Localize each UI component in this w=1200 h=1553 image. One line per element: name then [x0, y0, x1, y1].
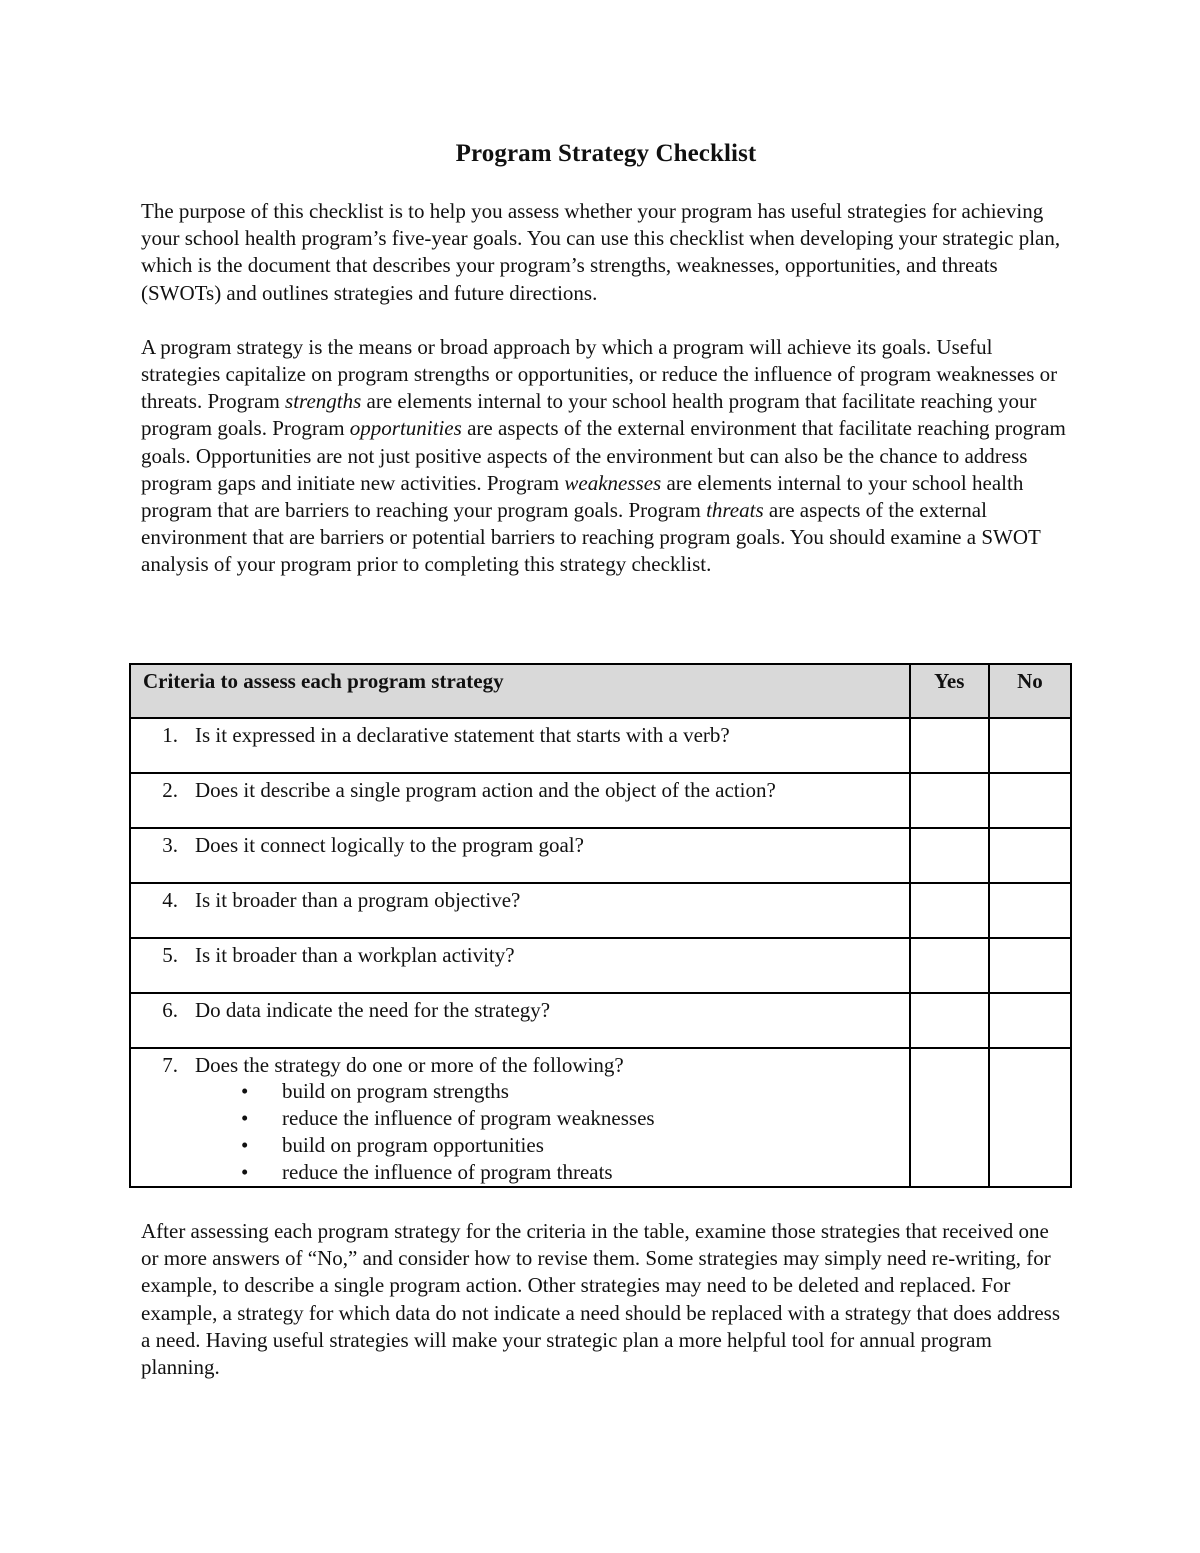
table-row	[130, 718, 1071, 773]
yes-answer-cell[interactable]	[910, 993, 989, 1048]
yes-answer-cell[interactable]	[910, 718, 989, 773]
criteria-number: 5.	[162, 943, 178, 967]
yes-answer-cell[interactable]	[910, 828, 989, 883]
table-header-row	[130, 664, 1071, 718]
closing-section	[141, 1218, 1071, 1381]
no-column-header: No	[989, 664, 1071, 718]
table-row	[130, 993, 1071, 1048]
criteria-cell	[130, 828, 910, 883]
list-item	[131, 1078, 909, 1105]
no-answer-cell[interactable]	[989, 993, 1071, 1048]
criteria-question: Does the strategy do one or more of the following?	[195, 1053, 624, 1077]
bullet-text: build on program opportunities	[282, 1133, 544, 1157]
intro-paragraph: The purpose of this checklist is to help you assess whether your program has useful strategies for achieving your school health program’s five-year goals. You can use this checklist when developing your strategic plan, which is the document that describes your program’s strengths, weaknesses, opportunities, and threats (SWOTs) and outlines strategies and future directions.	[141, 199, 1061, 305]
criteria-number: 4.	[162, 888, 178, 912]
criteria-cell	[130, 1048, 910, 1187]
table-row	[130, 773, 1071, 828]
term-threats: threats	[706, 498, 764, 523]
criteria-question-line	[131, 1053, 909, 1078]
criteria-question: Does it connect logically to the program goal?	[195, 833, 584, 857]
criteria-number: 3.	[162, 833, 178, 857]
criteria-cell	[130, 993, 910, 1048]
term-strengths: strengths	[285, 389, 362, 414]
yes-answer-cell[interactable]	[910, 1048, 989, 1187]
criteria-number: 2.	[162, 778, 178, 802]
strategy-checklist-table	[129, 663, 1072, 1188]
strategy-text-3: are aspects of the external environment that facilitate reaching program goals. Opportunities are not just positive aspects of the environment but can also be the chance to address program gaps and initiate new activities. Program	[141, 416, 1066, 495]
strategy-definition-paragraph	[141, 334, 1071, 579]
strategy-text-2: are elements internal to your school health program that facilitate reaching your program goals. Program	[141, 389, 1037, 441]
criteria-question: Is it broader than a workplan activity?	[195, 943, 515, 967]
closing-paragraph: After assessing each program strategy for the criteria in the table, examine those strategies that received one or more answers of “No,” and consider how to revise them. Some strategies may simply need re-writing, for example, to describe a single program action. Other strategies may need to be deleted and replaced. For example, a strategy for which data do not indicate a need should be replaced with a strategy that does address a need. Having useful strategies will make your strategic plan a more helpful tool for annual program planning.	[141, 1219, 1061, 1380]
yes-answer-cell[interactable]	[910, 883, 989, 938]
no-answer-cell[interactable]	[989, 1048, 1071, 1187]
criteria-cell	[130, 883, 910, 938]
criteria-question: Is it broader than a program objective?	[195, 888, 521, 912]
list-item	[131, 1105, 909, 1132]
strategy-text-5: are aspects of the external environment that are barriers or potential barriers to reaching program goals. You should examine a SWOT analysis of your program prior to completing this strategy checklist.	[141, 498, 1041, 577]
term-weaknesses: weaknesses	[564, 470, 662, 495]
bullet-text: reduce the influence of program weaknesses	[282, 1106, 655, 1130]
yes-column-header: Yes	[910, 664, 989, 718]
bullet-icon: •	[241, 1133, 249, 1157]
criteria-question: Is it expressed in a declarative statement that starts with a verb?	[195, 723, 730, 747]
bullet-text: build on program strengths	[282, 1079, 509, 1103]
criteria-number: 7.	[162, 1053, 178, 1077]
yes-answer-cell[interactable]	[910, 773, 989, 828]
table-row	[130, 883, 1071, 938]
table-row	[130, 938, 1071, 993]
term-opportunities: opportunities	[349, 416, 462, 441]
strategy-text-1: A program strategy is the means or broad approach by which a program will achieve its goals. Useful strategies capitalize on program strengths or opportunities, or reduce the influence of program weaknesses or threats. Program	[141, 334, 1058, 414]
criteria-cell	[130, 938, 910, 993]
table-row	[130, 828, 1071, 883]
yes-answer-cell[interactable]	[910, 938, 989, 993]
bullet-icon: •	[241, 1106, 249, 1130]
no-answer-cell[interactable]	[989, 938, 1071, 993]
criteria-column-header: Criteria to assess each program strategy	[130, 664, 910, 718]
no-answer-cell[interactable]	[989, 828, 1071, 883]
criteria-question: Do data indicate the need for the strategy?	[195, 998, 551, 1022]
criteria-cell	[130, 773, 910, 828]
list-item	[131, 1159, 909, 1186]
criteria-cell	[130, 718, 910, 773]
document-body	[141, 140, 1071, 579]
bullet-icon: •	[241, 1160, 249, 1184]
criteria-question: Does it describe a single program action and the object of the action?	[195, 778, 776, 802]
bullet-icon: •	[241, 1079, 249, 1103]
table-row	[130, 1048, 1071, 1187]
no-answer-cell[interactable]	[989, 883, 1071, 938]
list-item	[131, 1132, 909, 1159]
criteria-number: 6.	[162, 998, 178, 1022]
bullet-text: reduce the influence of program threats	[282, 1160, 613, 1184]
criteria-number: 1.	[162, 723, 178, 747]
page-title: Program Strategy Checklist	[455, 140, 757, 167]
no-answer-cell[interactable]	[989, 718, 1071, 773]
criteria-bullet-list	[131, 1078, 909, 1186]
strategy-text-4: are elements internal to your school health program that are barriers to reaching your program goals. Program	[141, 470, 1024, 523]
no-answer-cell[interactable]	[989, 773, 1071, 828]
